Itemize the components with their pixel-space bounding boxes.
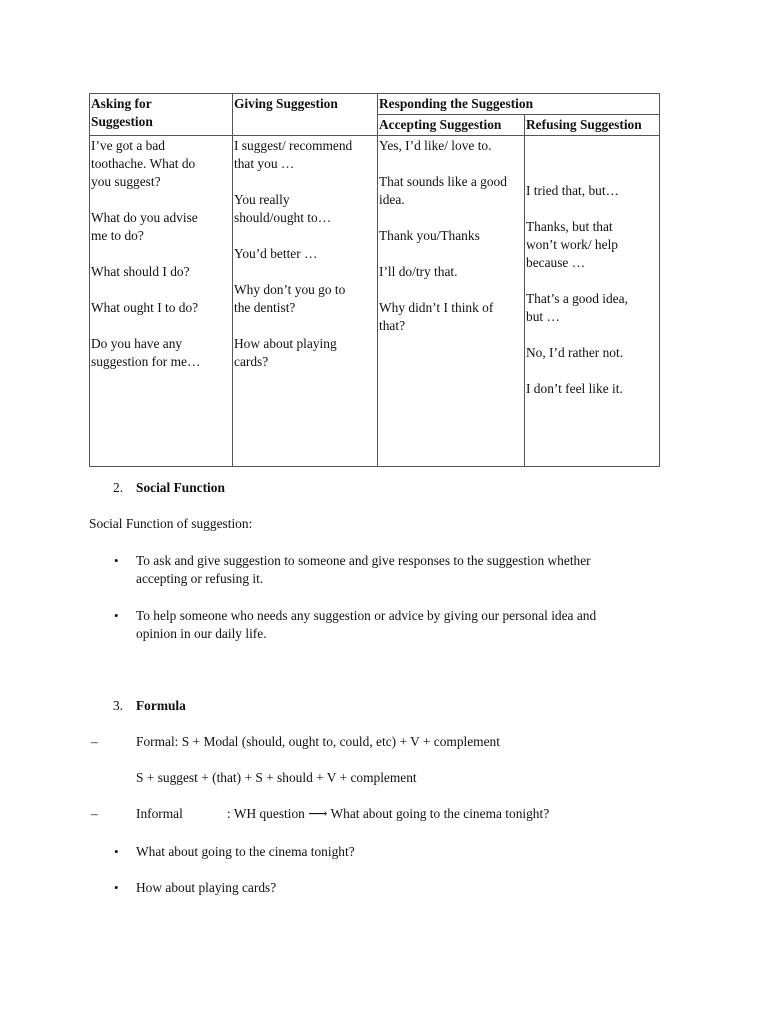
header-giving: Giving Suggestion [233, 94, 378, 136]
bullet-icon: • [114, 880, 119, 895]
section3-heading: Formula [136, 698, 186, 713]
informal-formula: : WH question ⟶ What about going to the cinema tonight? [227, 806, 550, 821]
suggestion-table [89, 93, 660, 467]
section2-heading: Social Function [136, 480, 225, 495]
cell-giving: I suggest/ recommend that you … You really should/ought to… You’d better … Why don’t you go to the dentist? How about playing cards? [233, 136, 378, 467]
cell-asking: I’ve got a bad toothache. What do you suggest? What do you advise me to do? What should I do? What ought I to do? Do you have any suggestion for me… [90, 136, 233, 467]
bullet-icon: • [114, 608, 119, 623]
formal-formula: Formal: S + Modal (should, ought to, could, etc) + V + complement [136, 734, 500, 749]
cell-refusing: I tried that, but… Thanks, but that won’t work/ help because … That’s a good idea, but … No, I’d rather not. I don’t feel like it. [525, 136, 660, 467]
informal-label: Informal [136, 806, 183, 821]
header-accepting: Accepting Suggestion [378, 115, 525, 136]
section3-number: 3. [113, 698, 124, 713]
bullet-icon: • [114, 844, 119, 859]
dash-informal: – [91, 806, 98, 821]
dash-formal: – [91, 734, 98, 749]
cell-accepting: Yes, I’d like/ love to. That sounds like a good idea. Thank you/Thanks I’ll do/try that. Why didn’t I think of that? [378, 136, 525, 467]
header-responding: Responding the Suggestion [378, 94, 660, 115]
bullet-icon: • [114, 553, 119, 568]
section2-number: 2. [113, 480, 124, 495]
formal-formula-2: S + suggest + (that) + S + should + V + complement [136, 770, 417, 785]
section2-intro: Social Function of suggestion: [89, 516, 253, 531]
header-refusing: Refusing Suggestion [525, 115, 660, 136]
header-asking: Asking for Suggestion [90, 94, 233, 136]
